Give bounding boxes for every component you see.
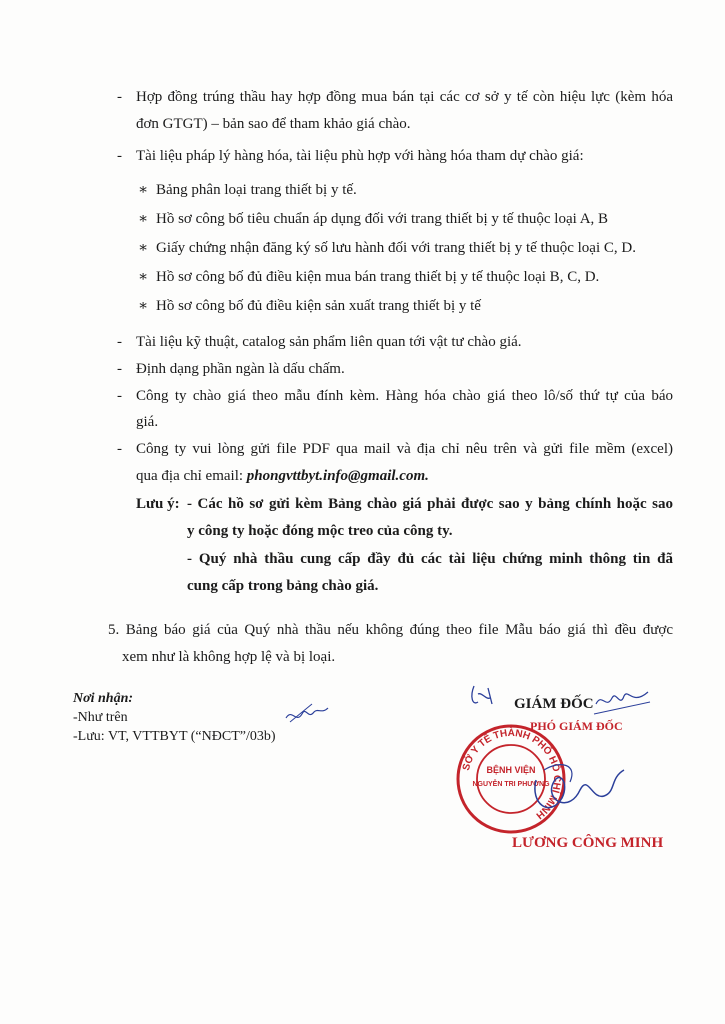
item-text-line: Tài liệu kỹ thuật, catalog sản phẩm liên quan tới vật tư chào giá. <box>136 334 522 350</box>
seal-line: BỆNH VIỆN <box>486 765 536 775</box>
dash-bullet: - <box>117 361 122 377</box>
item-text-line: Tài liệu pháp lý hàng hóa, tài liệu phù hợp với hàng hóa tham dự chào giá: <box>136 148 584 164</box>
asterisk-bullet: ∗ <box>138 240 149 256</box>
item-text-line: giá. <box>136 414 159 430</box>
item-text-line <box>136 463 429 489</box>
item-text-line: Định dạng phần ngàn là dấu chấm. <box>136 361 345 377</box>
kt-mark-icon <box>468 682 508 712</box>
asterisk-bullet: ∗ <box>138 182 149 198</box>
section-line: 5. Bảng báo giá của Quý nhà thầu nếu không đúng theo file Mẫu báo giá thì đều được <box>108 622 673 638</box>
dash-bullet: - <box>117 148 122 164</box>
email-prefix: qua địa chỉ email: <box>136 468 247 484</box>
sub-item-text: Hồ sơ công bố tiêu chuẩn áp dụng đối với trang thiết bị y tế thuộc loại A, B <box>156 211 609 227</box>
initials-icon <box>282 700 332 728</box>
sub-item-text: Giấy chứng nhận đăng ký số lưu hành đối với trang thiết bị y tế thuộc loại C, D. <box>156 240 636 256</box>
signature-scribble-icon <box>500 730 630 830</box>
seal-line: NGUYỄN TRI PHƯƠNG <box>472 781 550 788</box>
dash-bullet: - <box>117 334 122 350</box>
item-text-line: Hợp đồng trúng thầu hay hợp đồng mua bán tại các cơ sở y tế còn hiệu lực (kèm hóa <box>136 89 673 105</box>
signature-subtitle: PHÓ GIÁM ĐỐC <box>530 719 623 733</box>
asterisk-bullet: ∗ <box>138 269 149 285</box>
asterisk-bullet: ∗ <box>138 298 149 314</box>
asterisk-bullet: ∗ <box>138 211 149 227</box>
signer-name: LƯƠNG CÔNG MINH <box>512 835 664 851</box>
item-text-line: Công ty chào giá theo mẫu đính kèm. Hàng hóa chào giá theo lô/số thứ tự của báo <box>136 388 673 404</box>
recipients-title: Nơi nhận: <box>73 691 134 706</box>
note-label: Lưu ý: <box>136 496 180 512</box>
sub-item-text: Hồ sơ công bố đủ điều kiện sản xuất trang thiết bị y tế <box>156 298 481 314</box>
dash-bullet: - <box>117 388 122 404</box>
note-line: cung cấp trong bảng chào giá. <box>187 578 379 594</box>
note-line: - Quý nhà thầu cung cấp đầy đủ các tài liệu chứng minh thông tin đã <box>187 551 673 567</box>
recipient-line: -Như trên <box>73 710 128 725</box>
sub-item-text: Bảng phân loại trang thiết bị y tế. <box>156 182 357 198</box>
sub-item-text: Hồ sơ công bố đủ điều kiện mua bán trang thiết bị y tế thuộc loại B, C, D. <box>156 269 600 285</box>
email-address: phongvttbyt.info@gmail.com. <box>246 468 429 484</box>
recipient-line: -Lưu: VT, VTTBYT (“NĐCT”/03b) <box>73 729 276 744</box>
dash-bullet: - <box>117 441 122 457</box>
signature-title: GIÁM ĐỐC <box>514 696 594 712</box>
note-line: - Các hồ sơ gửi kèm Bảng chào giá phải được sao y bảng chính hoặc sao <box>187 496 673 512</box>
item-text-line: đơn GTGT) – bản sao để tham khảo giá chào. <box>136 116 411 132</box>
item-text-line: Công ty vui lòng gửi file PDF qua mail và địa chỉ nêu trên và gửi file mềm (excel) <box>136 441 673 457</box>
seal-outer-text: SỞ Y TẾ THÀNH PHỐ HỒ CHÍ MINH <box>460 727 563 821</box>
section-line: xem như là không hợp lệ và bị loại. <box>122 649 336 665</box>
note-line: y công ty hoặc đóng mộc treo của công ty. <box>187 523 453 539</box>
dash-bullet: - <box>117 89 122 105</box>
